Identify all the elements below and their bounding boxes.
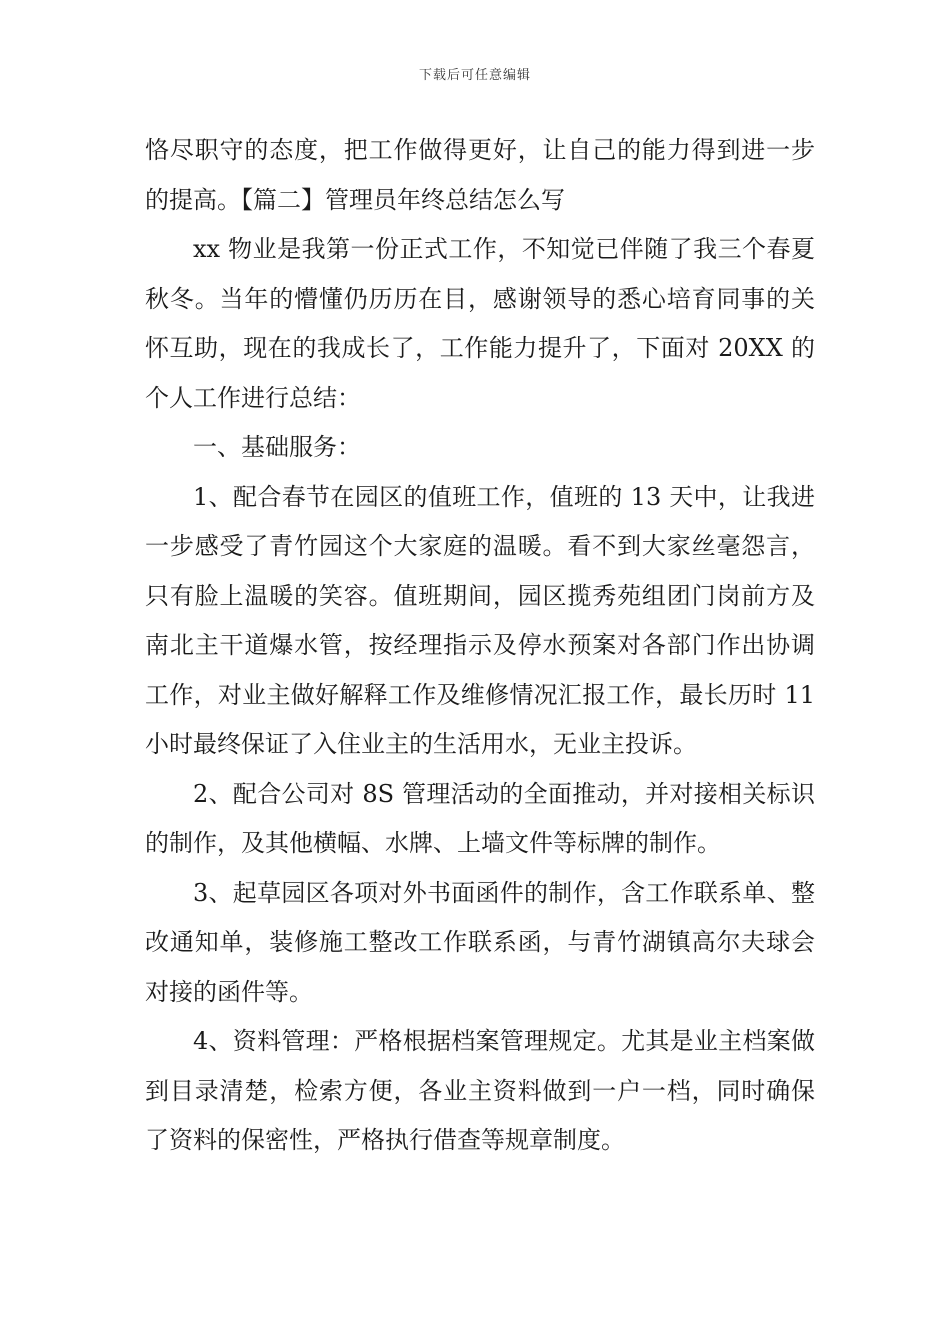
page-header-note: 下载后可任意编辑 [418, 68, 531, 83]
paragraph-continuation: 恪尽职守的态度，把工作做得更好，让自己的能力得到进一步的提高。【篇二】管理员年终总结怎么写 [145, 136, 815, 214]
paragraph-item-1: 1、配合春节在园区的值班工作，值班的 13 天中，让我进一步感受了青竹园这个大家庭的温暖。看不到大家丝毫怨言，只有脸上温暖的笑容。值班期间，园区揽秀苑组团门岗前方及南北主干道爆水管，按经理指示及停水预案对各部门作出协调工作，对业主做好解释工作及维修情况汇报工作，最长历时 11 小时最终保证了入住业主的生活用水，无业主投诉。 [145, 482, 815, 758]
paragraph-item-3: 3、起草园区各项对外书面函件的制作，含工作联系单、整改通知单，装修施工整改工作联系函，与青竹湖镇高尔夫球会对接的函件等。 [145, 878, 815, 1006]
paragraph-item-4: 4、资料管理：严格根据档案管理规定。尤其是业主档案做到目录清楚，检索方便，各业主资料做到一户一档，同时确保了资料的保密性，严格执行借查等规章制度。 [145, 1027, 815, 1154]
paragraph-item-2: 2、配合公司对 8S 管理活动的全面推动，并对接相关标识的制作，及其他横幅、水牌、上墙文件等标牌的制作。 [145, 779, 815, 857]
document-body [145, 126, 815, 1166]
section-heading: 一、基础服务： [193, 433, 361, 461]
paragraph-intro: xx 物业是我第一份正式工作，不知觉已伴随了我三个春夏秋冬。当年的懵懂仍历历在目，感谢领导的悉心培育同事的关怀互助，现在的我成长了，工作能力提升了，下面对 20XX 的个人工作进行总结： [145, 235, 815, 412]
